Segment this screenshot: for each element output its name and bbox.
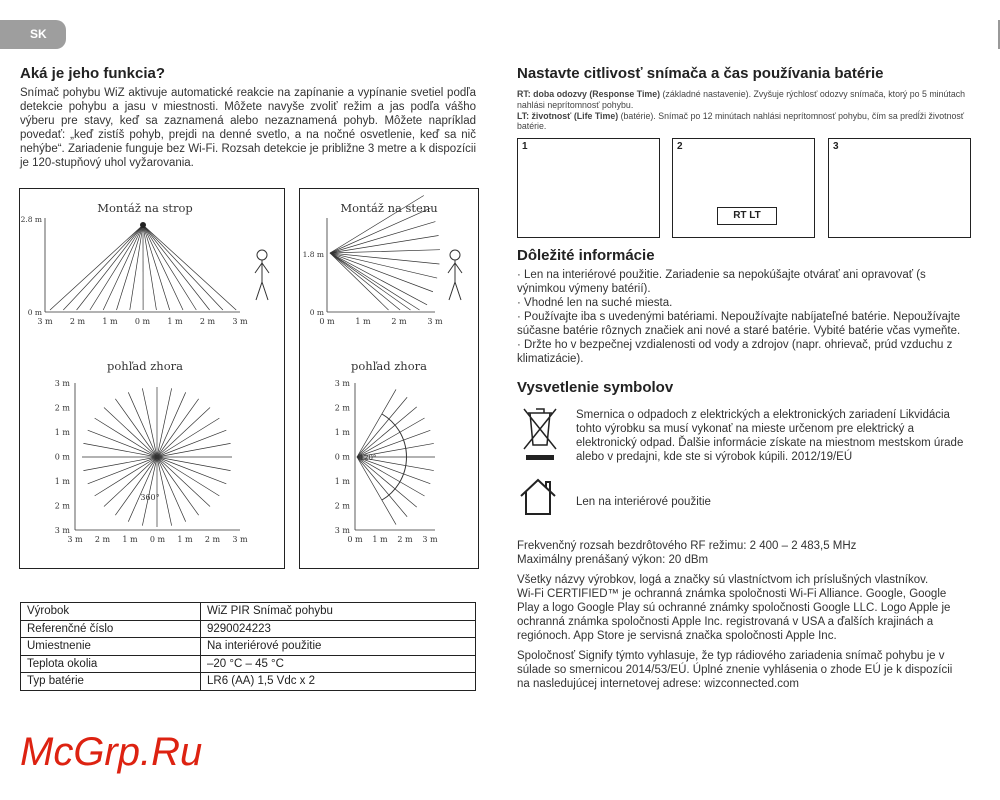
diagram-title: Montáž na strop [97, 201, 193, 215]
detection-ray [357, 457, 417, 507]
detection-ray [143, 225, 236, 310]
spec-value: Na interiérové použitie [201, 638, 476, 656]
y-tick-label: 1 m [334, 477, 350, 486]
x-tick-label: 2 m [397, 535, 413, 544]
x-tick-label: 2 m [391, 317, 407, 326]
x-tick-label: 3 m [232, 317, 248, 326]
rt-label: RT: doba odozvy (Response Time) [517, 89, 661, 99]
spec-label: Výrobok [21, 603, 201, 621]
indoor-text: Len na interiérové použitie [576, 496, 711, 508]
spec-value: –20 °C – 45 °C [201, 655, 476, 673]
y-tick-label: 0 m [27, 308, 42, 317]
x-tick-label: 1 m [372, 535, 388, 544]
detection-ray [357, 457, 396, 525]
x-tick-label: 3 m [67, 535, 83, 544]
spec-label: Referenčné číslo [21, 620, 201, 638]
x-tick-label: 0 m [319, 317, 335, 326]
y-tick-label: 1.8 m [302, 250, 324, 259]
person-icon [257, 250, 267, 260]
y-tick-label: 1 m [54, 428, 70, 437]
section-title-function: Aká je jeho funkcia? [20, 65, 166, 82]
detection-ray [330, 222, 435, 253]
rf-range: Frekvenčný rozsah bezdrôtového RF režimu: 2 400 – 2 483,5 MHz [517, 540, 857, 552]
x-tick-label: 2 m [69, 317, 86, 326]
info-item: · Používajte iba s uvedenými batériami. Nepoužívajte nabíjateľné batérie. Nepoužívajte súčasne batérie rôznych značiek ani nové a staré batérie. Vybité batérie včas vymeňte. [517, 311, 961, 337]
diagram-title: pohľad zhora [107, 359, 183, 373]
lt-text: (batérie). Snímač po 12 minútach nahlási neprítomnosť pohybu, čím sa predĺži životnosť batérie. [517, 110, 965, 132]
spec-table [20, 602, 476, 691]
max-power: Maximálny prenášaný výkon: 20 dBm [517, 554, 709, 566]
info-item: · Vhodné len na suché miesta. [517, 297, 673, 309]
y-tick-label: 2 m [334, 403, 350, 413]
house-icon [518, 478, 558, 516]
detection-ray [63, 225, 143, 310]
y-tick-label: 0 m [334, 452, 350, 462]
y-tick-label: 2 m [54, 501, 70, 511]
detection-ray [357, 407, 417, 457]
important-info-list [517, 268, 967, 366]
spec-row [21, 673, 476, 691]
detection-ray [143, 225, 223, 310]
watermark: McGrp.Ru [20, 730, 203, 774]
info-item: · Držte ho v bezpečnej vzdialenosti od vody a zdrojov (napr. ohrievač, prúd vzduchu z klimatizácie). [517, 339, 953, 365]
spec-row [21, 655, 476, 673]
detection-ray [77, 225, 143, 310]
y-tick-label: 2 m [54, 403, 70, 413]
detection-ray [330, 253, 410, 310]
x-tick-label: 1 m [122, 535, 138, 544]
detection-ray [357, 389, 396, 457]
y-tick-label: 3 m [334, 379, 350, 388]
x-tick-label: 1 m [355, 317, 371, 326]
declaration-text: Spoločnosť Signify týmto vyhlasuje, že typ rádiového zariadenia snímač pohybu je v súlade so smernicou 2014/53/EÚ. Úplné znenie vyhlásenia o zhode EÚ je k dispozícii na nasledujúcej internetovej adrese: wizconnected.com [517, 650, 953, 690]
section-title-symbols: Vysvetlenie symbolov [517, 379, 674, 396]
y-tick-label: 0 m [309, 308, 324, 317]
person-icon [448, 260, 462, 300]
x-tick-label: 2 m [199, 317, 216, 326]
info-item: · Len na interiérové použitie. Zariadenie sa nepokúšajte otvárať ani opravovať (s výnimkou výmeny batérií). [517, 269, 926, 295]
y-tick-label: 3 m [334, 526, 350, 535]
diagram-title: pohľad zhora [351, 359, 427, 373]
detection-ray [143, 225, 156, 310]
language-tab: SK [0, 20, 66, 49]
x-tick-label: 0 m [149, 535, 166, 544]
detection-ray [330, 253, 437, 278]
figure-step-2: 2 RT LT [672, 138, 815, 238]
detection-ray [157, 408, 210, 457]
weee-text: Smernica o odpadoch z elektrických a elektronických zariadení Likvidácia tohto výrobku sa musí vykonať na mieste určenom pre elektrický a elektronický odpad. Ďalšie informácie získate na miestnom mestskom úrade alebo v predajni, kde ste si výrobok kúpili. 2012/19/EÚ [576, 409, 964, 463]
detection-ray [90, 225, 143, 310]
section-title-sensitivity: Nastavte citlivosť snímača a čas používania batérie [517, 65, 884, 82]
x-tick-label: 1 m [167, 317, 183, 326]
detection-ray [104, 408, 157, 457]
y-tick-label: 2 m [334, 501, 350, 511]
spec-value: LR6 (AA) 1,5 Vdc x 2 [201, 673, 476, 691]
x-tick-label: 1 m [177, 535, 193, 544]
spec-value: WiZ PIR Snímač pohybu [201, 603, 476, 621]
spec-label: Umiestnenie [21, 638, 201, 656]
person-icon [450, 250, 460, 260]
diagram-title: Montáž na stenu [340, 201, 438, 215]
detection-ray [117, 225, 144, 310]
x-tick-label: 2 m [204, 535, 221, 544]
rt-text: (základné nastavenie). Zvyšuje rýchlosť odozvy snímača, ktorý po 5 minútach nahlási neprítomnosť pohybu. [517, 89, 966, 110]
spec-label: Typ batérie [21, 673, 201, 691]
figure-step-3: 3 [828, 138, 971, 238]
y-tick-label: 3 m [54, 379, 70, 388]
x-tick-label: 3 m [232, 535, 248, 544]
rt-lt-switch: RT LT [717, 207, 777, 225]
intro-text: Snímač pohybu WiZ aktivuje automatické reakcie na zapínanie a vypínanie svetiel podľa detekcie pohybu a jasu v miestnosti. Môžete navyše zvoliť režim a jas podľa vášho výberu pre stavy, keď sa zaznamená alebo nezaznamená pohyb. Môžete napríklad povedať: „keď zistíš pohyb, prejdi na denné svetlo, a na nočné osvetlenie, keď sa nič nehýbe“. Zariadenie funguje bez Wi-Fi. Rozsah detekcie je približne 3 metre a k dispozícii je 120-stupňový uhol vyžarovania. [20, 87, 476, 169]
sensor-dot [140, 222, 146, 228]
y-tick-label: 1 m [334, 428, 350, 437]
figure-step-1: 1 [517, 138, 660, 238]
weee-bin-icon [520, 405, 560, 465]
angle-label: 120° [359, 454, 377, 462]
detection-ray [330, 253, 427, 305]
detection-ray [143, 225, 210, 310]
x-tick-label: 2 m [94, 535, 111, 544]
detection-ray [157, 457, 210, 506]
x-tick-label: 0 m [134, 317, 151, 326]
detection-ray [143, 225, 170, 310]
lt-label: LT: životnosť (Life Time) [517, 110, 619, 121]
spec-label: Teplota okolia [21, 655, 201, 673]
detection-ray [143, 225, 183, 310]
detection-ray [103, 225, 143, 310]
spec-value: 9290024223 [201, 620, 476, 638]
person-icon [255, 260, 269, 300]
section-title-important: Dôležité informácie [517, 247, 655, 264]
detection-ray [130, 225, 143, 310]
x-tick-label: 3 m [422, 535, 438, 544]
x-tick-label: 1 m [102, 317, 118, 326]
spec-row [21, 603, 476, 621]
spec-row [21, 638, 476, 656]
angle-label: 360° [140, 493, 160, 502]
wifi-text: Wi-Fi CERTIFIED™ je ochranná známka spoločnosti Wi-Fi Alliance. Google, Google Play a logo Google Play sú ochranné známky spoločnosti Google LLC. Logo Apple je ochranná známka spoločnosti Apple Inc. registrovaná v USA a ďalších krajinách a regiónoch. App Store je servisná značka spoločnosti Apple Inc. [517, 588, 951, 642]
x-tick-label: 3 m [37, 317, 53, 326]
trademarks-text: Všetky názvy výrobkov, logá a značky sú vlastníctvom ich príslušných vlastníkov. [517, 574, 929, 586]
y-tick-label: 3 m [54, 526, 70, 535]
detection-ray [50, 225, 143, 310]
detection-ray [330, 253, 389, 310]
spec-row [21, 620, 476, 638]
x-tick-label: 3 m [427, 317, 443, 326]
y-tick-label: 2.8 m [20, 215, 42, 224]
detection-ray [330, 253, 439, 264]
y-tick-label: 1 m [54, 477, 70, 486]
y-tick-label: 0 m [54, 452, 70, 462]
detection-ray [143, 225, 196, 310]
x-tick-label: 0 m [347, 535, 363, 544]
